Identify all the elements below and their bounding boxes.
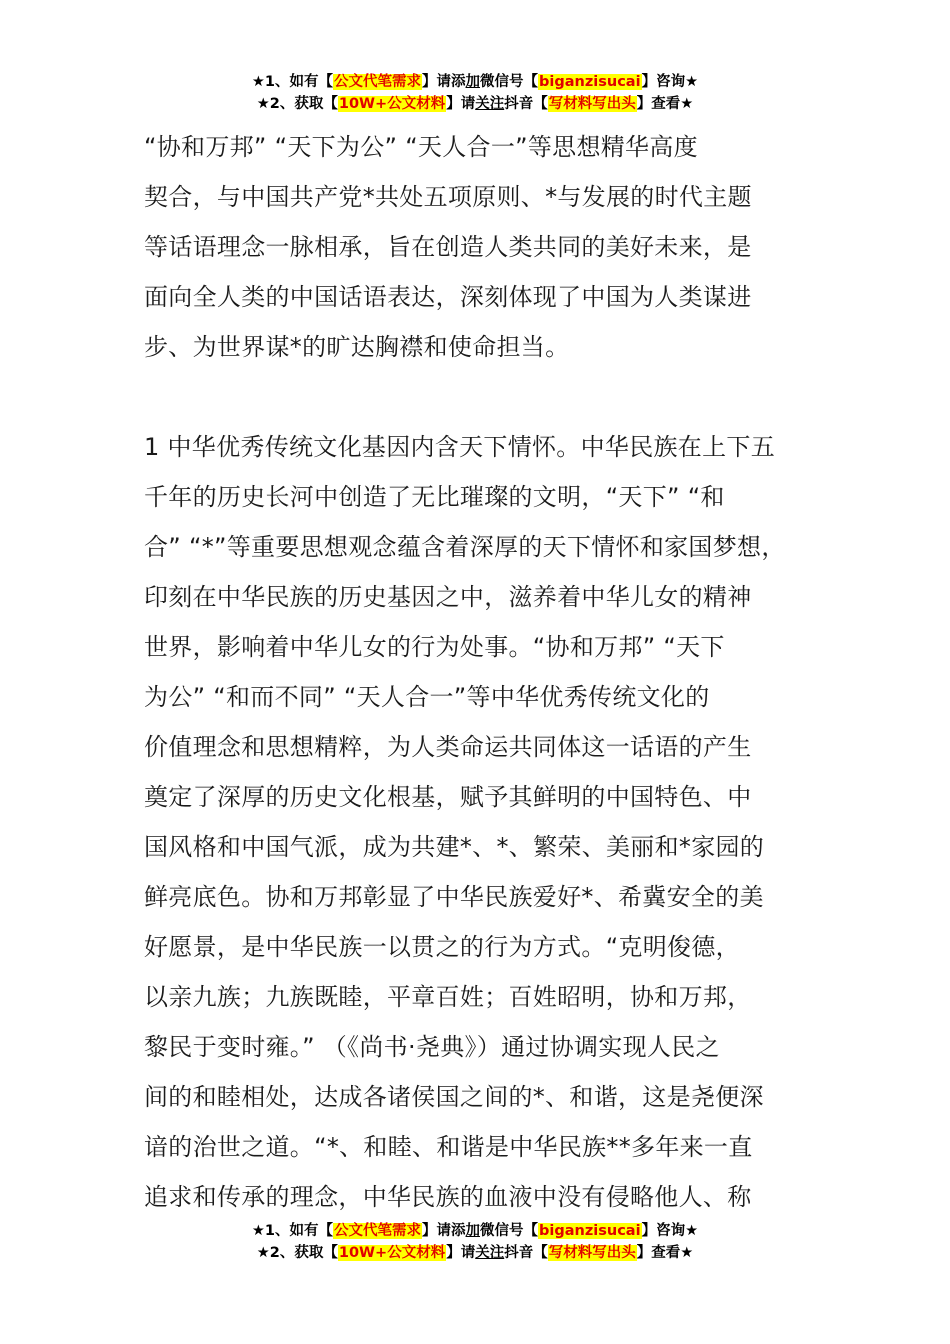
text-line: 追求和传承的理念，中华民族的血液中没有侵略他人、称: [144, 1183, 752, 1211]
highlight-materials: 10W+公文材料: [338, 1245, 446, 1261]
text-line: 等话语理念一脉相承，旨在创造人类共同的美好未来，是: [144, 233, 752, 261]
highlight-wechat-id: biganzisucai: [539, 74, 641, 90]
text-line: 印刻在中华民族的历史基因之中，滋养着中华儿女的精神: [144, 583, 752, 611]
highlight-materials: 10W+公文材料: [338, 96, 446, 112]
header-ad-banner: [0, 71, 950, 115]
text-line: 黎民于变时雍。” （《尚书·尧典》）通过协调实现人民之: [144, 1033, 720, 1061]
text-line: 奠定了深厚的历史文化根基，赋予其鲜明的中国特色、中: [144, 783, 752, 811]
highlight-service: 公文代笔需求: [334, 1223, 422, 1239]
text-line: 契合，与中国共产党*共处五项原则、*与发展的时代主题: [144, 183, 752, 211]
document-body: [144, 122, 834, 1222]
highlight-douyin: 写材料写出头: [548, 1245, 636, 1261]
banner-line-2: ★2、获取【10W+公文材料】请关注抖音【写材料写出头】查看★: [256, 1245, 694, 1261]
text-line: “协和万邦” “天下为公” “天人合一”等思想精华高度: [144, 133, 698, 161]
text-line: 谙的治世之道。“*、和睦、和谐是中华民族**多年来一直: [144, 1133, 753, 1161]
text-line: 千年的历史长河中创造了无比璀璨的文明，“天下” “和: [144, 483, 725, 511]
text-line: 为公” “和而不同” “天人合一”等中华优秀传统文化的: [144, 683, 710, 711]
text-line: 价值理念和思想精粹，为人类命运共同体这一话语的产生: [144, 733, 752, 761]
highlight-wechat-id: biganzisucai: [539, 1223, 641, 1239]
banner-line-1: ★1、如有【公文代笔需求】请添加微信号【biganzisucai】咨询★: [251, 74, 699, 90]
text-line: 间的和睦相处，达成各诸侯国之间的*、和谐，这是尧便深: [144, 1083, 764, 1111]
footer-ad-banner: [0, 1220, 950, 1264]
paragraph-gap: [144, 372, 834, 422]
highlight-service: 公文代笔需求: [334, 74, 422, 90]
text-line: 1 中华优秀传统文化基因内含天下情怀。中华民族在上下五: [144, 433, 775, 461]
text-line: 面向全人类的中国话语表达，深刻体现了中国为人类谋进: [144, 283, 752, 311]
text-line: 世界，影响着中华儿女的行为处事。“协和万邦” “天下: [144, 633, 725, 661]
paragraph-2: [144, 422, 834, 1222]
banner-line-2: ★2、获取【10W+公文材料】请关注抖音【写材料写出头】查看★: [256, 96, 694, 112]
banner-line-1: ★1、如有【公文代笔需求】请添加微信号【biganzisucai】咨询★: [251, 1223, 699, 1239]
text-line: 鲜亮底色。协和万邦彰显了中华民族爱好*、希冀安全的美: [144, 883, 764, 911]
highlight-douyin: 写材料写出头: [548, 96, 636, 112]
text-line: 国风格和中国气派，成为共建*、*、繁荣、美丽和*家园的: [144, 833, 765, 861]
text-line: 步、为世界谋*的旷达胸襟和使命担当。: [144, 333, 570, 361]
text-line: 合” “*”等重要思想观念蕴含着深厚的天下情怀和家国梦想，: [144, 533, 786, 561]
text-line: 以亲九族；九族既睦，平章百姓；百姓昭明，协和万邦，: [144, 983, 752, 1011]
paragraph-1: [144, 122, 834, 372]
text-line: 好愿景，是中华民族一以贯之的行为方式。“克明俊德，: [144, 933, 740, 961]
